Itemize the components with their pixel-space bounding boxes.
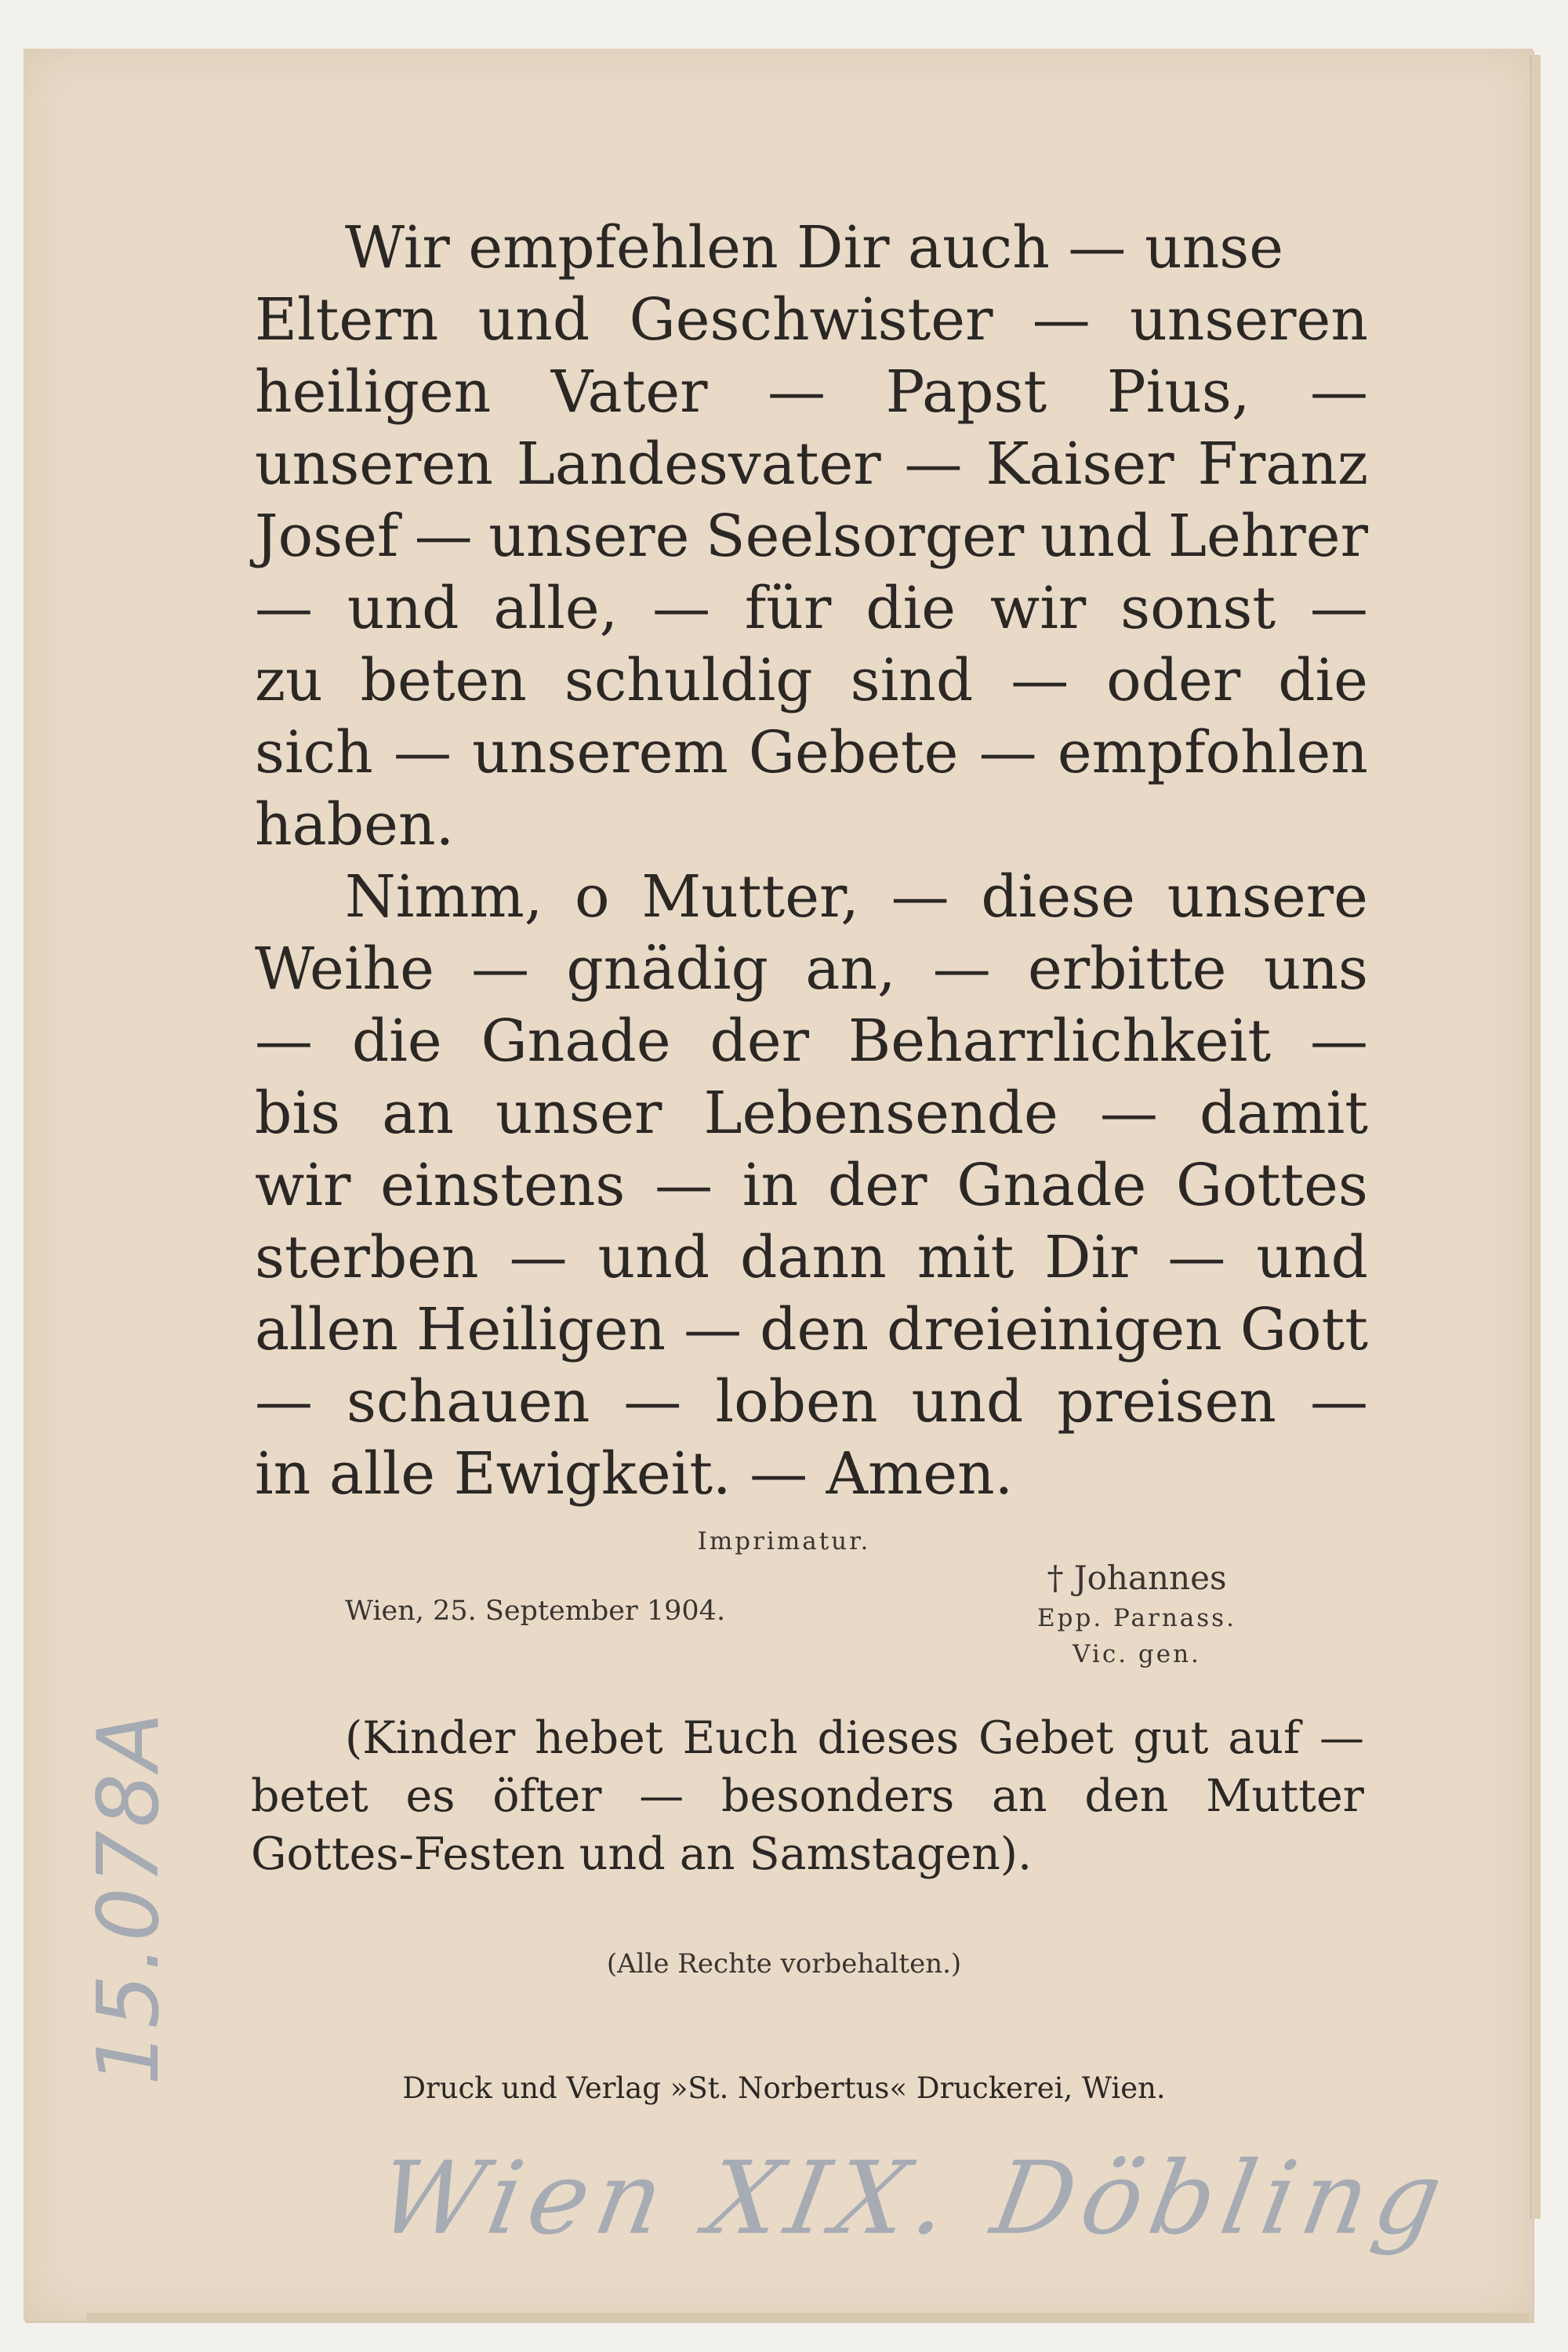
signatory-title-1: Epp. Parnass. xyxy=(1037,1604,1236,1632)
handwritten-archive-number: 15.078A xyxy=(80,1709,178,2085)
prayer-word: — xyxy=(1011,647,1069,714)
prayer-line xyxy=(255,1366,1368,1438)
note-line xyxy=(251,1709,1364,1767)
prayer-word: für xyxy=(744,575,832,642)
prayer-word: in alle Ewigkeit. — Amen. xyxy=(255,1440,1014,1508)
note-word: — xyxy=(1319,1712,1364,1764)
note-word: dieses xyxy=(817,1712,960,1764)
prayer-word: und xyxy=(477,286,590,354)
signatory-name: † Johannes xyxy=(1047,1559,1227,1597)
prayer-word: die xyxy=(1278,647,1368,714)
prayer-word: — xyxy=(1309,358,1368,426)
prayer-word: Gottes xyxy=(1176,1152,1368,1219)
prayer-line xyxy=(255,500,1368,572)
card-edge-right xyxy=(1530,55,1541,2219)
prayer-word: schuldig xyxy=(564,647,813,714)
prayer-word: oder xyxy=(1106,647,1241,714)
card-edge-bottom xyxy=(86,2313,1529,2321)
prayer-line xyxy=(255,1438,1368,1510)
prayer-word: — xyxy=(652,575,711,642)
prayer-word: — xyxy=(1032,286,1091,354)
prayer-word: Weihe xyxy=(255,935,434,1003)
prayer-line xyxy=(255,284,1368,356)
prayer-word: — xyxy=(904,430,963,498)
prayer-word: — xyxy=(768,358,826,426)
prayer-word: — xyxy=(255,575,313,642)
prayer-line xyxy=(255,1294,1368,1366)
prayer-word: — xyxy=(255,1368,313,1436)
note-word: (Kinder xyxy=(345,1712,516,1764)
prayer-word: Gebete xyxy=(748,719,959,786)
prayer-word: unsere xyxy=(1167,863,1368,931)
prayer-word: uns xyxy=(1263,935,1368,1003)
prayer-word: Gott xyxy=(1240,1296,1368,1363)
prayer-word: und xyxy=(911,1368,1024,1436)
prayer-word: der xyxy=(827,1152,927,1219)
prayer-word: Vater xyxy=(550,358,708,426)
note-word: gut xyxy=(1133,1712,1209,1764)
prayer-word: unsere xyxy=(488,503,690,570)
prayer-word: alle, xyxy=(493,575,619,642)
note-word: besonders xyxy=(721,1770,955,1822)
prayer-word: — xyxy=(623,1368,682,1436)
rights-notice: (Alle Rechte vorbehalten.) xyxy=(606,1948,962,1980)
prayer-word: schauen xyxy=(347,1368,590,1436)
prayer-line xyxy=(255,933,1368,1005)
prayer-word: diese xyxy=(981,863,1135,931)
prayer-line xyxy=(255,428,1368,500)
prayer-word: den xyxy=(760,1296,869,1363)
prayer-word: sich xyxy=(255,719,373,786)
imprimatur-signature-block xyxy=(972,1556,1301,1672)
note-word: Gottes-Festen und an Samstagen). xyxy=(251,1828,1033,1880)
prayer-word: einstens xyxy=(380,1152,626,1219)
prayer-word: — xyxy=(471,935,530,1003)
prayer-word: — xyxy=(978,719,1037,786)
prayer-word: Papst xyxy=(885,358,1047,426)
prayer-word: allen xyxy=(255,1296,398,1363)
note-word: hebet xyxy=(535,1712,663,1764)
note-word: auf xyxy=(1228,1712,1301,1764)
prayer-word: beten xyxy=(360,647,527,714)
prayer-line xyxy=(255,1005,1368,1077)
prayer-word: Mutter, xyxy=(641,863,859,931)
note-line xyxy=(251,1825,1364,1883)
prayer-line xyxy=(255,644,1368,717)
prayer-word: Pius, xyxy=(1106,358,1250,426)
note-word: Euch xyxy=(682,1712,798,1764)
prayer-line xyxy=(255,1221,1368,1294)
prayer-word: — xyxy=(509,1224,568,1291)
note-word: Gebet xyxy=(978,1712,1114,1764)
prayer-word: — xyxy=(1099,1080,1158,1147)
prayer-word: und xyxy=(1256,1224,1368,1291)
prayer-word: Nimm, xyxy=(345,863,543,931)
prayer-word: dann xyxy=(740,1224,887,1291)
prayer-word: und xyxy=(597,1224,710,1291)
note-word: betet xyxy=(251,1770,368,1822)
children-note xyxy=(251,1709,1364,1883)
prayer-line xyxy=(255,1149,1368,1221)
prayer-word: sterben xyxy=(255,1224,479,1291)
prayer-word: — xyxy=(1167,1224,1226,1291)
prayer-line xyxy=(255,212,1368,284)
prayer-word: Beharrlichkeit xyxy=(848,1007,1272,1075)
prayer-text xyxy=(255,212,1368,1510)
prayer-word: unseren xyxy=(1130,286,1368,354)
note-word: es xyxy=(405,1770,456,1822)
imprimatur-label: Imprimatur. xyxy=(697,1527,871,1555)
prayer-word: gnädig xyxy=(566,935,768,1003)
prayer-word: Gnade xyxy=(956,1152,1147,1219)
prayer-word: sonst xyxy=(1120,575,1276,642)
handwritten-location: Wien XIX. Döbling xyxy=(369,2140,1458,2257)
prayer-word: — xyxy=(684,1296,742,1363)
prayer-word: haben. xyxy=(255,791,455,858)
prayer-word: — xyxy=(932,935,991,1003)
signatory-title-2: Vic. gen. xyxy=(1073,1640,1201,1668)
prayer-word: unser xyxy=(495,1080,662,1147)
prayer-word: loben xyxy=(715,1368,878,1436)
prayer-word: die xyxy=(866,575,956,642)
prayer-word: und xyxy=(347,575,459,642)
prayer-word: unseren xyxy=(255,430,493,498)
note-word: — xyxy=(639,1770,684,1822)
imprimatur-place-date: Wien, 25. September 1904. xyxy=(345,1595,726,1627)
prayer-word: in xyxy=(742,1152,799,1219)
prayer-word: — xyxy=(1309,1368,1368,1436)
prayer-word: Franz xyxy=(1197,430,1368,498)
prayer-word: Gnade xyxy=(481,1007,671,1075)
prayer-word: — xyxy=(1309,1007,1368,1075)
prayer-line xyxy=(255,1077,1368,1149)
prayer-word: und xyxy=(1040,503,1152,570)
prayer-word: an xyxy=(382,1080,454,1147)
prayer-word: — xyxy=(414,503,473,570)
prayer-word: preisen xyxy=(1057,1368,1276,1436)
prayer-line xyxy=(255,789,1368,861)
prayer-word: damit xyxy=(1199,1080,1368,1147)
prayer-word: bis xyxy=(255,1080,341,1147)
prayer-line xyxy=(255,572,1368,644)
prayer-word: empfohlen xyxy=(1057,719,1368,786)
prayer-word: der xyxy=(710,1007,810,1075)
prayer-word: unserem xyxy=(472,719,728,786)
note-word: öfter xyxy=(492,1770,602,1822)
prayer-word: Dir xyxy=(1044,1224,1138,1291)
prayer-line xyxy=(255,717,1368,789)
prayer-word: dreieinigen xyxy=(887,1296,1222,1363)
prayer-word: Wir empfehlen Dir auch — unse xyxy=(345,214,1284,281)
prayer-word: Seelsorger xyxy=(705,503,1025,570)
note-line xyxy=(251,1767,1364,1825)
prayer-word: Heiligen xyxy=(416,1296,666,1363)
prayer-word: Lebensende xyxy=(703,1080,1058,1147)
note-word: an xyxy=(991,1770,1047,1822)
prayer-word: Kaiser xyxy=(985,430,1174,498)
prayer-word: an, xyxy=(805,935,896,1003)
prayer-word: mit xyxy=(916,1224,1014,1291)
prayer-word: Geschwister xyxy=(629,286,993,354)
prayer-word: — xyxy=(891,863,949,931)
prayer-word: Eltern xyxy=(255,286,439,354)
printer-imprint: Druck und Verlag »St. Norbertus« Druckerei, Wien. xyxy=(402,2071,1166,2105)
prayer-line xyxy=(255,356,1368,428)
prayer-word: o xyxy=(575,863,610,931)
prayer-word: erbitte xyxy=(1027,935,1227,1003)
prayer-word: — xyxy=(393,719,452,786)
prayer-word: sind xyxy=(850,647,974,714)
prayer-word: wir xyxy=(989,575,1087,642)
prayer-word: Josef xyxy=(255,503,399,570)
note-word: Mutter xyxy=(1206,1770,1364,1822)
note-word: den xyxy=(1084,1770,1169,1822)
prayer-word: — xyxy=(255,1007,313,1075)
prayer-word: — xyxy=(1309,575,1368,642)
prayer-word: Lehrer xyxy=(1167,503,1368,570)
prayer-word: zu xyxy=(255,647,323,714)
prayer-word: wir xyxy=(255,1152,351,1219)
prayer-line xyxy=(255,861,1368,933)
prayer-word: heiligen xyxy=(255,358,492,426)
prayer-word: Landesvater xyxy=(516,430,881,498)
prayer-word: — xyxy=(655,1152,713,1219)
prayer-word: die xyxy=(351,1007,442,1075)
